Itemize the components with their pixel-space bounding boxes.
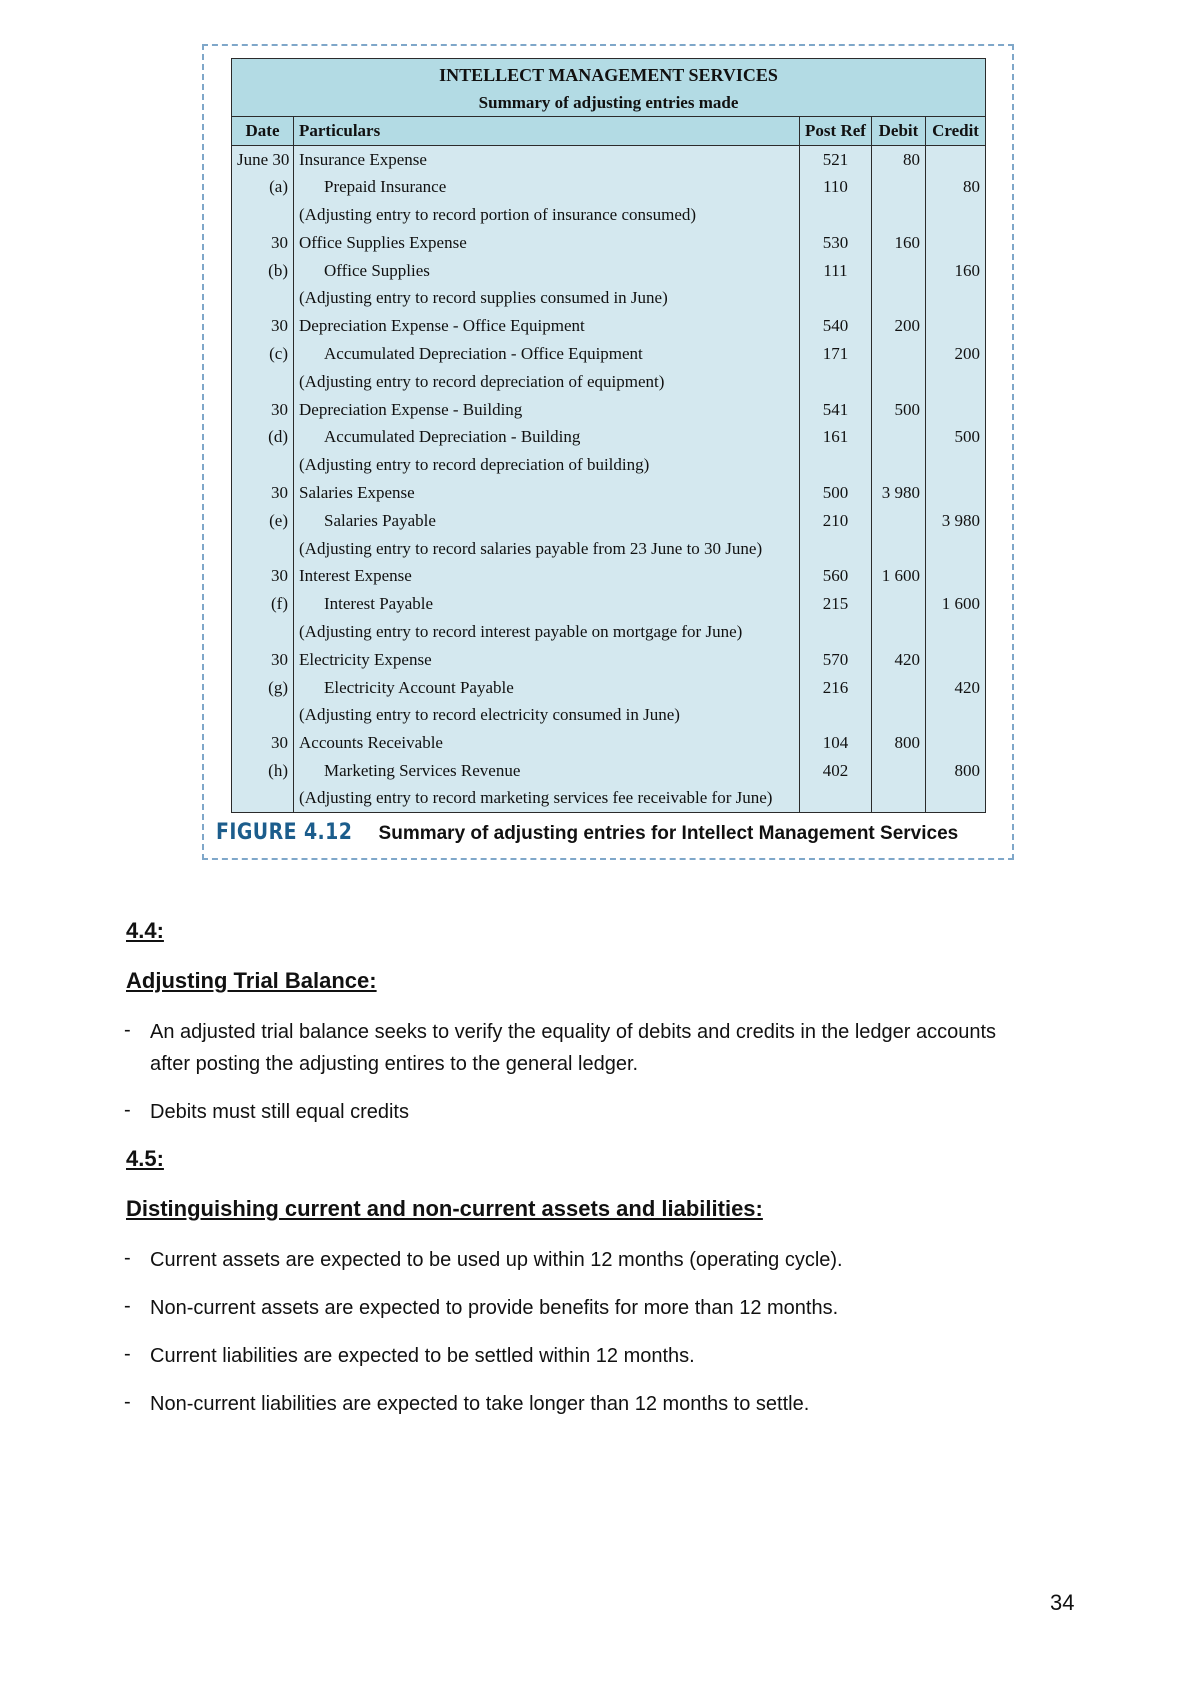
cell-date: [232, 701, 294, 729]
cell-post-ref: 104: [800, 729, 872, 757]
cell-date: 30: [232, 646, 294, 674]
cell-post-ref: 541: [800, 396, 872, 424]
cell-debit: [872, 535, 926, 563]
cell-particulars: (Adjusting entry to record electricity consumed in June): [294, 701, 800, 729]
cell-particulars: Accumulated Depreciation - Building: [294, 423, 800, 451]
cell-debit: 3 980: [872, 479, 926, 507]
cell-credit: [926, 368, 986, 396]
table-row: [232, 257, 986, 285]
cell-particulars: Office Supplies Expense: [294, 229, 800, 257]
cell-debit: [872, 757, 926, 785]
table-row: [232, 646, 986, 674]
cell-credit: 200: [926, 340, 986, 368]
table-row: [232, 312, 986, 340]
column-header-post-ref: Post Ref: [800, 117, 872, 146]
cell-debit: [872, 423, 926, 451]
cell-date: (g): [232, 674, 294, 702]
cell-debit: 800: [872, 729, 926, 757]
cell-particulars: Interest Payable: [294, 590, 800, 618]
cell-credit: [926, 284, 986, 312]
cell-credit: [926, 201, 986, 229]
cell-credit: 500: [926, 423, 986, 451]
cell-post-ref: 110: [800, 173, 872, 201]
cell-date: [232, 785, 294, 813]
cell-credit: [926, 562, 986, 590]
table-company-title: INTELLECT MANAGEMENT SERVICES: [232, 59, 986, 90]
column-header-credit: Credit: [926, 117, 986, 146]
table-row: [232, 201, 986, 229]
figure-caption-text: Summary of adjusting entries for Intellect Management Services: [378, 823, 959, 844]
cell-post-ref: 215: [800, 590, 872, 618]
cell-date: (e): [232, 507, 294, 535]
table-subtitle: Summary of adjusting entries made: [232, 90, 986, 117]
cell-date: (d): [232, 423, 294, 451]
cell-debit: [872, 674, 926, 702]
cell-particulars: Office Supplies: [294, 257, 800, 285]
section-4-5-bullet: - Current liabilities are expected to be settled within 12 months.: [124, 1340, 1024, 1372]
table-row: [232, 701, 986, 729]
cell-debit: 200: [872, 312, 926, 340]
cell-credit: [926, 479, 986, 507]
cell-post-ref: [800, 618, 872, 646]
cell-post-ref: 540: [800, 312, 872, 340]
cell-date: [232, 451, 294, 479]
cell-date: [232, 284, 294, 312]
cell-debit: [872, 701, 926, 729]
cell-particulars: Electricity Expense: [294, 646, 800, 674]
cell-debit: [872, 340, 926, 368]
section-4-5-bullet: - Non-current assets are expected to provide benefits for more than 12 months.: [124, 1292, 1024, 1324]
table-body: [232, 146, 986, 813]
figure-label: FIGURE 4.12: [216, 820, 353, 845]
cell-particulars: Accounts Receivable: [294, 729, 800, 757]
cell-post-ref: 111: [800, 257, 872, 285]
cell-post-ref: 500: [800, 479, 872, 507]
cell-credit: [926, 701, 986, 729]
cell-particulars: Salaries Expense: [294, 479, 800, 507]
adjusting-entries-table: [231, 58, 986, 813]
cell-credit: [926, 618, 986, 646]
table-row: [232, 785, 986, 813]
cell-date: [232, 368, 294, 396]
table-row: [232, 479, 986, 507]
cell-particulars: Insurance Expense: [294, 146, 800, 174]
cell-date: [232, 201, 294, 229]
cell-post-ref: [800, 451, 872, 479]
cell-post-ref: 161: [800, 423, 872, 451]
cell-post-ref: 570: [800, 646, 872, 674]
cell-credit: [926, 646, 986, 674]
table-row: [232, 562, 986, 590]
cell-credit: [926, 785, 986, 813]
cell-particulars: (Adjusting entry to record interest payable on mortgage for June): [294, 618, 800, 646]
cell-debit: [872, 785, 926, 813]
cell-credit: 3 980: [926, 507, 986, 535]
column-header-particulars: Particulars: [294, 117, 800, 146]
cell-particulars: (Adjusting entry to record marketing services fee receivable for June): [294, 785, 800, 813]
cell-debit: [872, 173, 926, 201]
cell-debit: 500: [872, 396, 926, 424]
cell-post-ref: 210: [800, 507, 872, 535]
cell-post-ref: [800, 701, 872, 729]
cell-date: 30: [232, 479, 294, 507]
cell-particulars: (Adjusting entry to record supplies consumed in June): [294, 284, 800, 312]
cell-credit: [926, 396, 986, 424]
cell-date: June 30: [232, 146, 294, 174]
cell-debit: [872, 368, 926, 396]
column-header-date: Date: [232, 117, 294, 146]
figure-caption: [216, 820, 1006, 845]
cell-credit: [926, 729, 986, 757]
cell-post-ref: 171: [800, 340, 872, 368]
cell-post-ref: 521: [800, 146, 872, 174]
cell-post-ref: [800, 284, 872, 312]
table-row: [232, 368, 986, 396]
cell-debit: [872, 618, 926, 646]
table-row: [232, 507, 986, 535]
cell-debit: [872, 507, 926, 535]
section-4-4-bullet: - Debits must still equal credits: [124, 1096, 1024, 1128]
section-4-4-number: 4.4:: [126, 918, 164, 943]
section-4-4-title: Adjusting Trial Balance:: [126, 968, 377, 993]
cell-post-ref: 560: [800, 562, 872, 590]
cell-credit: [926, 146, 986, 174]
cell-date: (c): [232, 340, 294, 368]
cell-post-ref: [800, 201, 872, 229]
section-4-4-bullet: - An adjusted trial balance seeks to verify the equality of debits and credits in the ledger accounts after posting the adjusting entires to the general ledger.: [124, 1016, 1024, 1080]
table-row: [232, 535, 986, 563]
page-number: 34: [1050, 1590, 1075, 1615]
cell-debit: 80: [872, 146, 926, 174]
table-row: [232, 284, 986, 312]
cell-debit: [872, 257, 926, 285]
cell-date: (f): [232, 590, 294, 618]
table-row: [232, 674, 986, 702]
cell-particulars: Electricity Account Payable: [294, 674, 800, 702]
cell-credit: [926, 312, 986, 340]
cell-particulars: (Adjusting entry to record depreciation of equipment): [294, 368, 800, 396]
cell-particulars: Depreciation Expense - Building: [294, 396, 800, 424]
cell-particulars: Depreciation Expense - Office Equipment: [294, 312, 800, 340]
cell-particulars: (Adjusting entry to record portion of insurance consumed): [294, 201, 800, 229]
cell-date: 30: [232, 396, 294, 424]
section-4-5-title: Distinguishing current and non-current assets and liabilities:: [126, 1196, 763, 1221]
cell-particulars: Accumulated Depreciation - Office Equipment: [294, 340, 800, 368]
cell-particulars: Prepaid Insurance: [294, 173, 800, 201]
cell-debit: [872, 201, 926, 229]
section-4-5-number: 4.5:: [126, 1146, 164, 1171]
cell-date: 30: [232, 562, 294, 590]
cell-date: 30: [232, 229, 294, 257]
cell-post-ref: [800, 785, 872, 813]
cell-credit: [926, 451, 986, 479]
table-row: [232, 396, 986, 424]
cell-post-ref: [800, 368, 872, 396]
cell-date: [232, 535, 294, 563]
column-header-debit: Debit: [872, 117, 926, 146]
cell-date: (a): [232, 173, 294, 201]
cell-date: (h): [232, 757, 294, 785]
cell-credit: [926, 535, 986, 563]
cell-credit: 800: [926, 757, 986, 785]
cell-post-ref: 216: [800, 674, 872, 702]
cell-credit: 160: [926, 257, 986, 285]
cell-credit: 1 600: [926, 590, 986, 618]
cell-debit: 1 600: [872, 562, 926, 590]
table-row: [232, 729, 986, 757]
table-row: [232, 590, 986, 618]
section-4-5-bullet: - Current assets are expected to be used up within 12 months (operating cycle).: [124, 1244, 1024, 1276]
table-row: [232, 757, 986, 785]
cell-particulars: Salaries Payable: [294, 507, 800, 535]
table-row: [232, 229, 986, 257]
table-row: [232, 423, 986, 451]
cell-date: (b): [232, 257, 294, 285]
cell-debit: [872, 590, 926, 618]
cell-particulars: (Adjusting entry to record salaries payable from 23 June to 30 June): [294, 535, 800, 563]
table-row: [232, 146, 986, 174]
section-4-5-bullet: - Non-current liabilities are expected to take longer than 12 months to settle.: [124, 1388, 1024, 1420]
cell-particulars: Interest Expense: [294, 562, 800, 590]
cell-credit: 80: [926, 173, 986, 201]
cell-post-ref: 402: [800, 757, 872, 785]
cell-credit: 420: [926, 674, 986, 702]
cell-debit: [872, 451, 926, 479]
cell-credit: [926, 229, 986, 257]
cell-date: [232, 618, 294, 646]
table-row: [232, 173, 986, 201]
table-row: [232, 451, 986, 479]
table-row: [232, 618, 986, 646]
cell-debit: [872, 284, 926, 312]
cell-particulars: (Adjusting entry to record depreciation of building): [294, 451, 800, 479]
table-row: [232, 340, 986, 368]
cell-debit: 160: [872, 229, 926, 257]
cell-debit: 420: [872, 646, 926, 674]
cell-date: 30: [232, 729, 294, 757]
cell-post-ref: 530: [800, 229, 872, 257]
cell-date: 30: [232, 312, 294, 340]
cell-particulars: Marketing Services Revenue: [294, 757, 800, 785]
cell-post-ref: [800, 535, 872, 563]
